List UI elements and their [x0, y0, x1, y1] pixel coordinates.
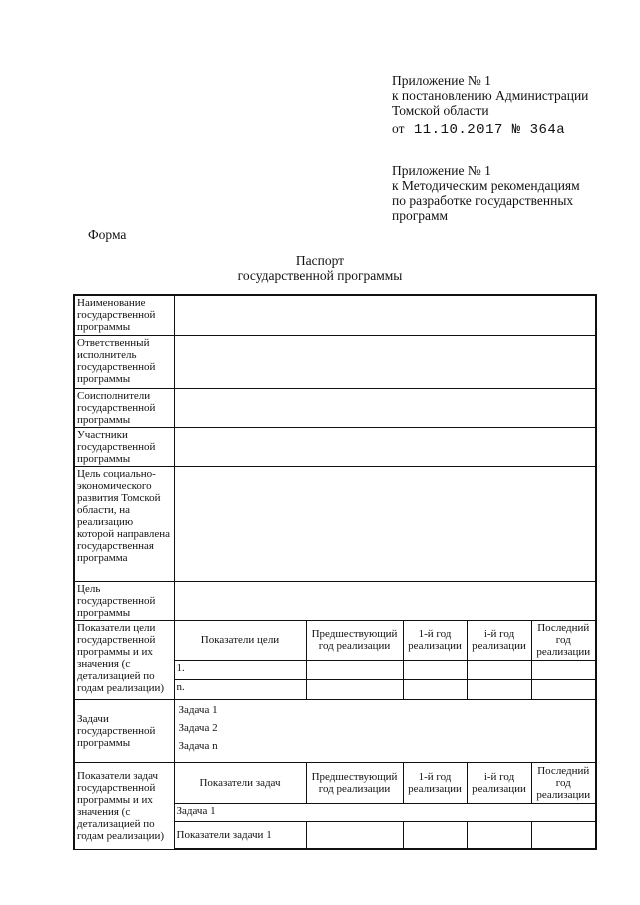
col-task-prev-year: Предшествующий год реализации: [306, 762, 403, 803]
row-coexecutors: [74, 388, 596, 427]
label-goal-region: Цель социально-экономического развития Томской области, на реализацию которой направлена государственная программа: [74, 466, 174, 581]
task-1-label: Задача 1: [174, 803, 596, 821]
value-coexecutors[interactable]: [174, 388, 596, 427]
label-executor: Ответственный исполнитель государственной программы: [74, 335, 174, 388]
task-item-1: Задача 1: [178, 703, 218, 716]
goal-indicator-n-label: n.: [174, 679, 306, 699]
cell-input[interactable]: [306, 679, 403, 699]
value-goal-region[interactable]: [174, 466, 596, 581]
appendix-label-2: Приложение № 1: [392, 163, 491, 178]
value-participants[interactable]: [174, 427, 596, 466]
cell-input[interactable]: [531, 660, 596, 679]
cell-input[interactable]: [467, 660, 531, 679]
col-task-last-year: Последний год реализации: [531, 762, 596, 803]
col-last-year: Последний год реализации: [531, 620, 596, 660]
label-coexecutors: Соисполнители государственной программы: [74, 388, 174, 427]
col-prev-year: Предшествующий год реализации: [306, 620, 403, 660]
row-goal-region: [74, 466, 596, 581]
label-goal: Цель государственной программы: [74, 581, 174, 620]
methodical-ref-3: программ: [392, 208, 449, 223]
cell-input[interactable]: [403, 660, 467, 679]
date-prefix: от: [392, 121, 405, 136]
resolution-date: [392, 121, 588, 138]
resolution-ref: к постановлению Администрации: [392, 88, 589, 103]
cell-input[interactable]: [531, 679, 596, 699]
cell-input[interactable]: [306, 821, 403, 849]
cell-input[interactable]: [467, 679, 531, 699]
cell-input[interactable]: [467, 821, 531, 849]
value-executor[interactable]: [174, 335, 596, 388]
tasks-list: [174, 699, 596, 762]
label-tasks: Задачи государственной программы: [74, 699, 174, 762]
passport-table: [73, 294, 597, 850]
col-year-1: 1-й год реализации: [403, 620, 467, 660]
methodical-ref-2: по разработке государственных: [392, 193, 574, 208]
col-year-i: i-й год реализации: [467, 620, 531, 660]
page-title: [0, 253, 640, 283]
value-program-name[interactable]: [174, 295, 596, 335]
row-tasks: [74, 699, 596, 762]
row-task-indicators-header: [74, 762, 596, 803]
row-program-name: [74, 295, 596, 335]
col-task-year-i: i-й год реализации: [467, 762, 531, 803]
approval-header: [392, 73, 588, 138]
title-line-2: государственной программы: [237, 268, 403, 283]
row-executor: [74, 335, 596, 388]
appendix-label: Приложение № 1: [392, 73, 491, 88]
date-number: 11.10.2017 № 364а: [413, 122, 566, 138]
col-goal-indicator-name: Показатели цели: [174, 620, 306, 660]
task-1-indicator-label: Показатели задачи 1: [174, 821, 306, 849]
value-goal[interactable]: [174, 581, 596, 620]
goal-indicator-1-label: 1.: [174, 660, 306, 679]
region-name: Томской области: [392, 103, 489, 118]
task-item-2: Задача 2: [178, 721, 218, 734]
cell-input[interactable]: [403, 821, 467, 849]
title-line-1: Паспорт: [295, 253, 345, 268]
form-label: Форма: [88, 227, 127, 242]
cell-input[interactable]: [306, 660, 403, 679]
methodical-ref-1: к Методическим рекомендациям: [392, 178, 580, 193]
label-program-name: Наименование государственной программы: [74, 295, 174, 335]
row-goal: [74, 581, 596, 620]
col-task-year-1: 1-й год реализации: [403, 762, 467, 803]
row-participants: [74, 427, 596, 466]
label-participants: Участники государственной программы: [74, 427, 174, 466]
row-goal-indicators-header: [74, 620, 596, 660]
label-task-indicators: Показатели задач государственной программы и их значения (с детализацией по годам реализации): [74, 762, 174, 849]
cell-input[interactable]: [403, 679, 467, 699]
methodical-header: [392, 163, 580, 223]
cell-input[interactable]: [531, 821, 596, 849]
task-item-n: Задача n: [178, 739, 218, 752]
col-task-indicator-name: Показатели задач: [174, 762, 306, 803]
label-goal-indicators: Показатели цели государственной программы и их значения (с детализацией по годам реализации): [74, 620, 174, 699]
